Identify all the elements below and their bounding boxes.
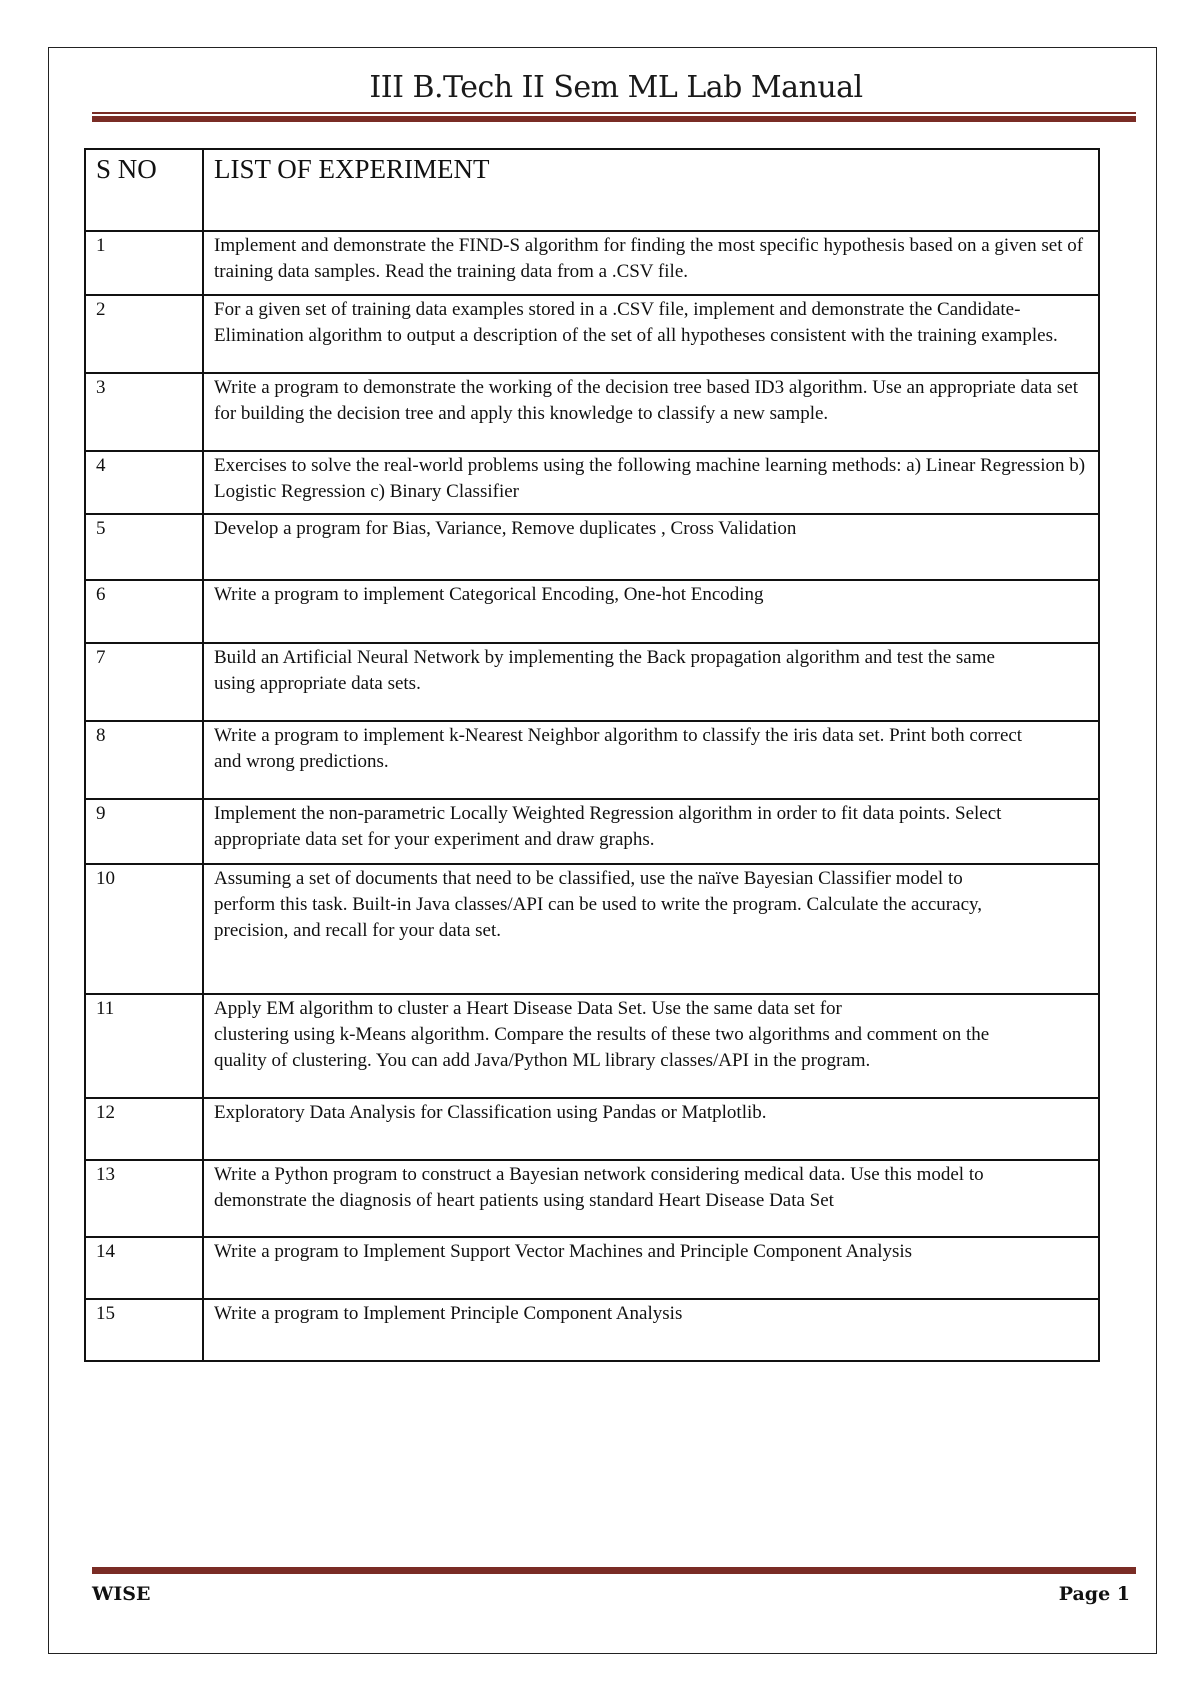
table-row [85, 1160, 1099, 1237]
row-experiment: Implement and demonstrate the FIND-S algorithm for finding the most specific hypothesis based on a given set of training data samples. Read the training data from a .CSV file. [203, 231, 1099, 295]
row-experiment: Write a program to implement Categorical Encoding, One-hot Encoding [203, 580, 1099, 643]
row-sno: 2 [85, 295, 203, 373]
page-title: III B.Tech II Sem ML Lab Manual [369, 70, 863, 105]
row-experiment: Assuming a set of documents that need to be classified, use the naïve Bayesian Classifier model to perform this task. Built-in Java classes/API can be used to write the program. Calculate the accuracy, precision, and recall for your data set. [203, 864, 1099, 994]
table-row [85, 451, 1099, 514]
table-row [85, 864, 1099, 994]
header-rule-thick [92, 116, 1136, 122]
table-row [85, 1299, 1099, 1361]
row-experiment: Exploratory Data Analysis for Classification using Pandas or Matplotlib. [203, 1098, 1099, 1160]
page-number: Page 1 [1058, 1583, 1130, 1605]
table-row [85, 1098, 1099, 1160]
table-row [85, 994, 1099, 1098]
row-sno: 10 [85, 864, 203, 994]
row-experiment: Write a program to implement k-Nearest Neighbor algorithm to classify the iris data set. Print both correct and wrong predictions. [203, 721, 1099, 799]
table-row [85, 373, 1099, 451]
header-rule-thin [92, 112, 1136, 114]
table-row [85, 580, 1099, 643]
row-sno: 14 [85, 1237, 203, 1299]
row-sno: 4 [85, 451, 203, 514]
row-sno: 6 [85, 580, 203, 643]
table-row [85, 799, 1099, 864]
row-experiment: Implement the non-parametric Locally Weighted Regression algorithm in order to fit data points. Select appropriate data set for your experiment and draw graphs. [203, 799, 1099, 864]
row-experiment: Write a program to demonstrate the working of the decision tree based ID3 algorithm. Use an appropriate data set for building the decision tree and apply this knowledge to classify a new sample. [203, 373, 1099, 451]
row-experiment: Build an Artificial Neural Network by implementing the Back propagation algorithm and test the same using appropriate data sets. [203, 643, 1099, 721]
table-row [85, 295, 1099, 373]
table-row [85, 514, 1099, 580]
header-experiment: LIST OF EXPERIMENT [203, 149, 1099, 231]
table-row [85, 1237, 1099, 1299]
row-experiment: Write a program to Implement Principle Component Analysis [203, 1299, 1099, 1361]
row-experiment: Write a program to Implement Support Vector Machines and Principle Component Analysis [203, 1237, 1099, 1299]
row-sno: 13 [85, 1160, 203, 1237]
row-experiment: Exercises to solve the real-world problems using the following machine learning methods: a) Linear Regression b) Logistic Regression c) Binary Classifier [203, 451, 1099, 514]
row-sno: 12 [85, 1098, 203, 1160]
row-sno: 7 [85, 643, 203, 721]
row-experiment: For a given set of training data examples stored in a .CSV file, implement and demonstrate the Candidate- Elimination algorithm to output a description of the set of all hypotheses consistent with the training examples. [203, 295, 1099, 373]
row-sno: 9 [85, 799, 203, 864]
row-sno: 1 [85, 231, 203, 295]
footer-rule [92, 1567, 1136, 1574]
row-sno: 5 [85, 514, 203, 580]
table-header-row [85, 149, 1099, 231]
row-sno: 11 [85, 994, 203, 1098]
footer-org: WISE [92, 1583, 151, 1605]
row-experiment: Apply EM algorithm to cluster a Heart Disease Data Set. Use the same data set for clustering using k-Means algorithm. Compare the results of these two algorithms and comment on the quality of clustering. You can add Java/Python ML library classes/API in the program. [203, 994, 1099, 1098]
row-experiment: Write a Python program to construct a Bayesian network considering medical data. Use this model to demonstrate the diagnosis of heart patients using standard Heart Disease Data Set [203, 1160, 1099, 1237]
table-row [85, 231, 1099, 295]
header-sno: S NO [85, 149, 203, 231]
table-row [85, 643, 1099, 721]
table-row [85, 721, 1099, 799]
row-experiment: Develop a program for Bias, Variance, Remove duplicates , Cross Validation [203, 514, 1099, 580]
row-sno: 3 [85, 373, 203, 451]
experiment-table [84, 148, 1100, 1362]
row-sno: 15 [85, 1299, 203, 1361]
row-sno: 8 [85, 721, 203, 799]
